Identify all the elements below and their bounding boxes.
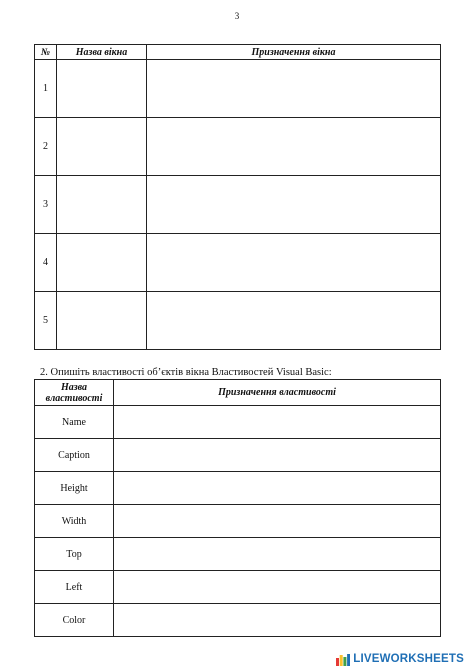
- window-purpose-cell[interactable]: [147, 234, 441, 292]
- windows-table: [34, 44, 441, 350]
- page-number: 3: [234, 11, 240, 21]
- table-row: [35, 538, 441, 571]
- table-row: [35, 604, 441, 637]
- header-property-name-line1: Назва: [60, 381, 88, 393]
- window-name-cell[interactable]: [57, 292, 147, 350]
- property-purpose-cell[interactable]: [114, 505, 441, 538]
- table-row: [35, 472, 441, 505]
- table-row: [35, 118, 441, 176]
- property-purpose-cell[interactable]: [114, 406, 441, 439]
- row-number: 5: [35, 292, 57, 350]
- property-name-cell: Left: [35, 571, 114, 604]
- table-row: [35, 505, 441, 538]
- header-number: №: [35, 45, 57, 60]
- property-purpose-cell[interactable]: [114, 538, 441, 571]
- liveworksheets-logo-text: LIVEWORKSHEETS: [353, 653, 464, 665]
- header-property-name: [35, 380, 114, 406]
- window-purpose-cell[interactable]: [147, 118, 441, 176]
- table-row: [35, 571, 441, 604]
- window-purpose-cell[interactable]: [147, 292, 441, 350]
- table-row: [35, 406, 441, 439]
- row-number: 4: [35, 234, 57, 292]
- property-name-cell: Width: [35, 505, 114, 538]
- property-purpose-cell[interactable]: [114, 604, 441, 637]
- property-name-cell: Height: [35, 472, 114, 505]
- property-purpose-cell[interactable]: [114, 571, 441, 604]
- properties-table: [34, 379, 441, 637]
- property-purpose-cell[interactable]: [114, 439, 441, 472]
- property-purpose-cell[interactable]: [114, 472, 441, 505]
- property-name-cell: Color: [35, 604, 114, 637]
- window-name-cell[interactable]: [57, 234, 147, 292]
- window-purpose-cell[interactable]: [147, 176, 441, 234]
- header-property-purpose: Призначення властивості: [114, 380, 441, 406]
- window-purpose-cell[interactable]: [147, 60, 441, 118]
- property-name-cell: Caption: [35, 439, 114, 472]
- table-row: [35, 234, 441, 292]
- property-name-cell: Name: [35, 406, 114, 439]
- task-2-instruction: 2. Опишіть властивості об’єктів вікна Властивостей Visual Basic:: [40, 367, 332, 378]
- liveworksheets-logo-icon: [336, 653, 350, 665]
- table-row: [35, 176, 441, 234]
- header-window-name: Назва вікна: [57, 45, 147, 60]
- table-row: [35, 60, 441, 118]
- window-name-cell[interactable]: [57, 60, 147, 118]
- header-property-name-line2: властивості: [45, 392, 103, 404]
- table-row: [35, 292, 441, 350]
- liveworksheets-brand[interactable]: [336, 653, 464, 665]
- row-number: 1: [35, 60, 57, 118]
- windows-table-header: [35, 45, 441, 60]
- property-name-cell: Top: [35, 538, 114, 571]
- window-name-cell[interactable]: [57, 176, 147, 234]
- row-number: 2: [35, 118, 57, 176]
- window-name-cell[interactable]: [57, 118, 147, 176]
- header-window-purpose: Призначення вікна: [147, 45, 441, 60]
- properties-table-header: [35, 380, 441, 406]
- row-number: 3: [35, 176, 57, 234]
- table-row: [35, 439, 441, 472]
